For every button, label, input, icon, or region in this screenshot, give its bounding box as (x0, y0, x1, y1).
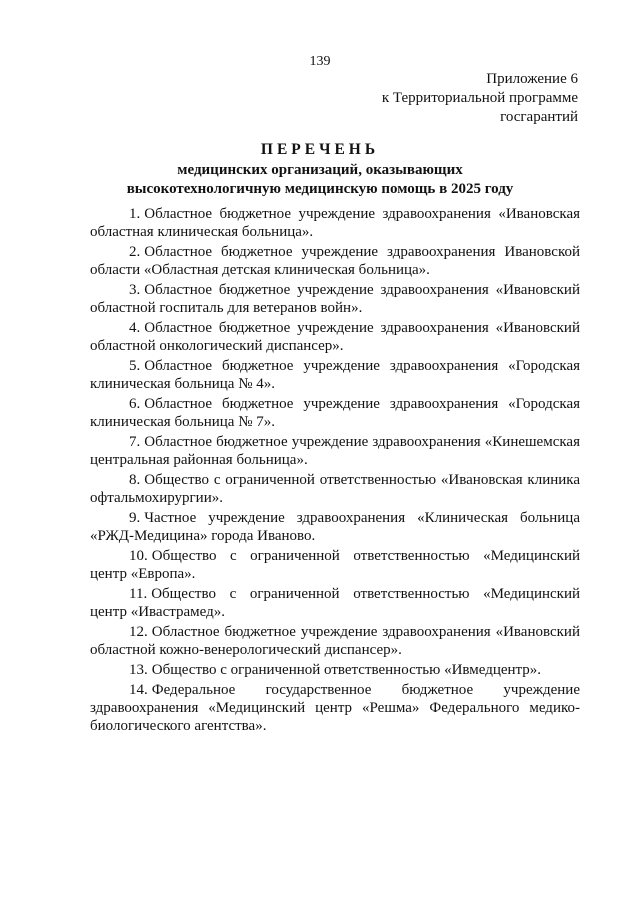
list-item (90, 661, 580, 679)
appendix-line-1: Приложение 6 (486, 71, 578, 87)
item-text: Областное бюджетное учреждение здравоохранения «Ивановский областной онкологический диспансер». (90, 320, 580, 354)
item-text: Общество с ограниченной ответственностью «Медицинский центр «Европа». (90, 548, 580, 582)
item-text: Областное бюджетное учреждение здравоохранения «Городская клиническая больница № 7». (90, 396, 580, 430)
list-item (90, 681, 580, 735)
item-text: Областное бюджетное учреждение здравоохранения «Ивановский областной госпиталь для ветеранов войн». (90, 282, 580, 316)
title-line-1: медицинских организаций, оказывающих (177, 162, 463, 178)
item-number: 13. (129, 662, 148, 678)
appendix-header (382, 70, 578, 127)
item-text: Общество с ограниченной ответственностью «Медицинский центр «Ивастрамед». (90, 586, 580, 620)
appendix-line-3: госгарантий (500, 109, 578, 125)
title-line-2: высокотехнологичную медицинскую помощь в 2025 году (126, 181, 514, 197)
title-main: ПЕРЕЧЕНЬ (260, 141, 380, 158)
list-item (90, 319, 580, 355)
item-number: 11. (129, 586, 148, 602)
item-number: 12. (129, 624, 148, 640)
item-number: 2. (129, 244, 141, 260)
list-item (90, 395, 580, 431)
page-number: 139 (309, 54, 331, 69)
list-item (90, 281, 580, 317)
item-text: Областное бюджетное учреждение здравоохранения «Городская клиническая больница № 4». (90, 358, 580, 392)
item-text: Частное учреждение здравоохранения «Клиническая больница «РЖД-Медицина» города Иваново. (90, 510, 580, 544)
item-number: 9. (129, 510, 141, 526)
appendix-line-2: к Территориальной программе (381, 90, 578, 106)
item-text: Областное бюджетное учреждение здравоохранения «Кинешемская центральная районная больница». (90, 434, 580, 468)
item-number: 1. (129, 206, 141, 222)
item-number: 5. (129, 358, 141, 374)
list-item (90, 205, 580, 241)
list-item (90, 509, 580, 545)
item-text: Областное бюджетное учреждение здравоохранения «Ивановский областной кожно-венерологический диспансер». (90, 624, 580, 658)
list-item (90, 471, 580, 507)
item-number: 8. (129, 472, 141, 488)
item-text: Общество с ограниченной ответственностью «Ивмедцентр». (151, 662, 542, 678)
item-text: Общество с ограниченной ответственностью «Ивановская клиника офтальмохирургии». (90, 472, 580, 506)
list-item (90, 433, 580, 469)
item-text: Федеральное государственное бюджетное учреждение здравоохранения «Медицинский центр «Решма» Федерального медико-биологического агентства». (90, 682, 580, 734)
list-item (90, 357, 580, 393)
item-number: 3. (129, 282, 141, 298)
item-text: Областное бюджетное учреждение здравоохранения Ивановской области «Областная детская клиническая больница». (90, 244, 580, 278)
item-number: 14. (129, 682, 148, 698)
organization-list (90, 205, 580, 737)
document-title (0, 140, 640, 199)
item-text: Областное бюджетное учреждение здравоохранения «Ивановская областная клиническая больница». (90, 206, 580, 240)
list-item (90, 623, 580, 659)
list-item (90, 243, 580, 279)
list-item (90, 585, 580, 621)
item-number: 7. (129, 434, 141, 450)
list-item (90, 547, 580, 583)
item-number: 10. (129, 548, 148, 564)
item-number: 4. (129, 320, 141, 336)
item-number: 6. (129, 396, 141, 412)
